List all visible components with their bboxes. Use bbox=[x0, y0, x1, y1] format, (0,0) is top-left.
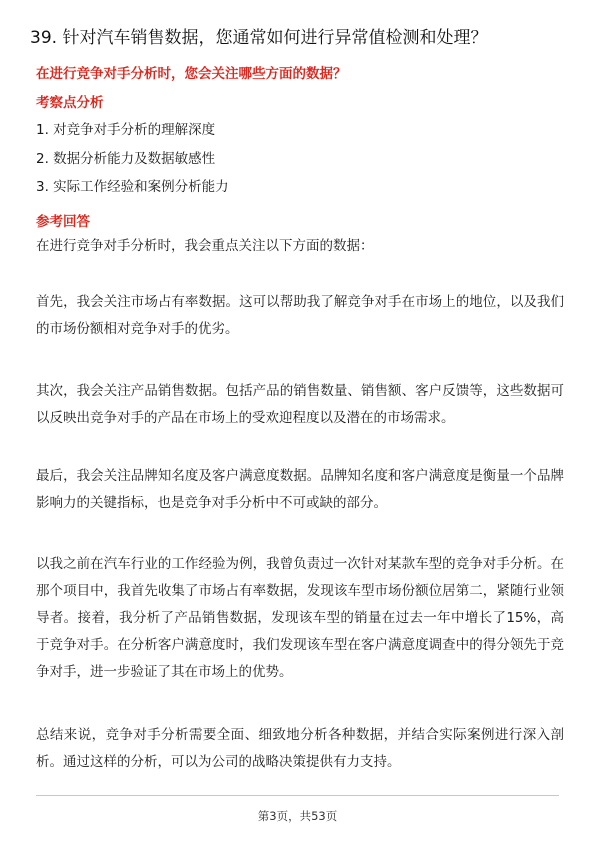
analysis-point-3: 3. 实际工作经验和案例分析能力 bbox=[36, 179, 229, 195]
analysis-point-1: 1. 对竞争对手分析的理解深度 bbox=[36, 122, 216, 138]
answer-intro: 在进行竞争对手分析时，我会重点关注以下方面的数据： bbox=[36, 238, 374, 254]
analysis-point-2: 2. 数据分析能力及数据敏感性 bbox=[36, 151, 216, 167]
sub-question: 在进行竞争对手分析时，您会关注哪些方面的数据？ bbox=[36, 66, 347, 82]
footer-divider bbox=[36, 795, 559, 796]
answer-paragraph-example: 以我之前在汽车行业的工作经验为例，我曾负责过一次针对某款车型的竞争对手分析。在那个项目中，我首先收集了市场占有率数据，发现该车型市场份额位居第二，紧随行业领导者。接着，我分析了产品销售数据，发现该车型的销量在过去一年中增长了15%，高于竞争对手。在分析客户满意度时，我们发现该车型在客户满意度调查中的得分领先于竞争对手，进一步验证了其在市场上的优势。 bbox=[36, 556, 564, 680]
question-title: 39. 针对汽车销售数据，您通常如何进行异常值检测和处理？ bbox=[30, 28, 488, 48]
answer-paragraph-market-share: 首先，我会关注市场占有率数据。这可以帮助我了解竞争对手在市场上的地位，以及我们的市场份额相对竞争对手的优劣。 bbox=[36, 294, 564, 337]
answer-paragraph-summary: 总结来说，竞争对手分析需要全面、细致地分析各种数据，并结合实际案例进行深入剖析。通过这样的分析，可以为公司的战略决策提供有力支持。 bbox=[36, 727, 564, 770]
analysis-heading: 考察点分析 bbox=[36, 95, 104, 111]
answer-heading: 参考回答 bbox=[36, 214, 90, 230]
answer-paragraph-brand: 最后，我会关注品牌知名度及客户满意度数据。品牌知名度和客户满意度是衡量一个品牌影响力的关键指标，也是竞争对手分析中不可或缺的部分。 bbox=[36, 468, 564, 511]
answer-paragraph-sales: 其次，我会关注产品销售数据。包括产品的销售数量、销售额、客户反馈等，这些数据可以反映出竞争对手的产品在市场上的受欢迎程度以及潜在的市场需求。 bbox=[36, 383, 564, 426]
page-number: 第3页，共53页 bbox=[257, 809, 338, 823]
